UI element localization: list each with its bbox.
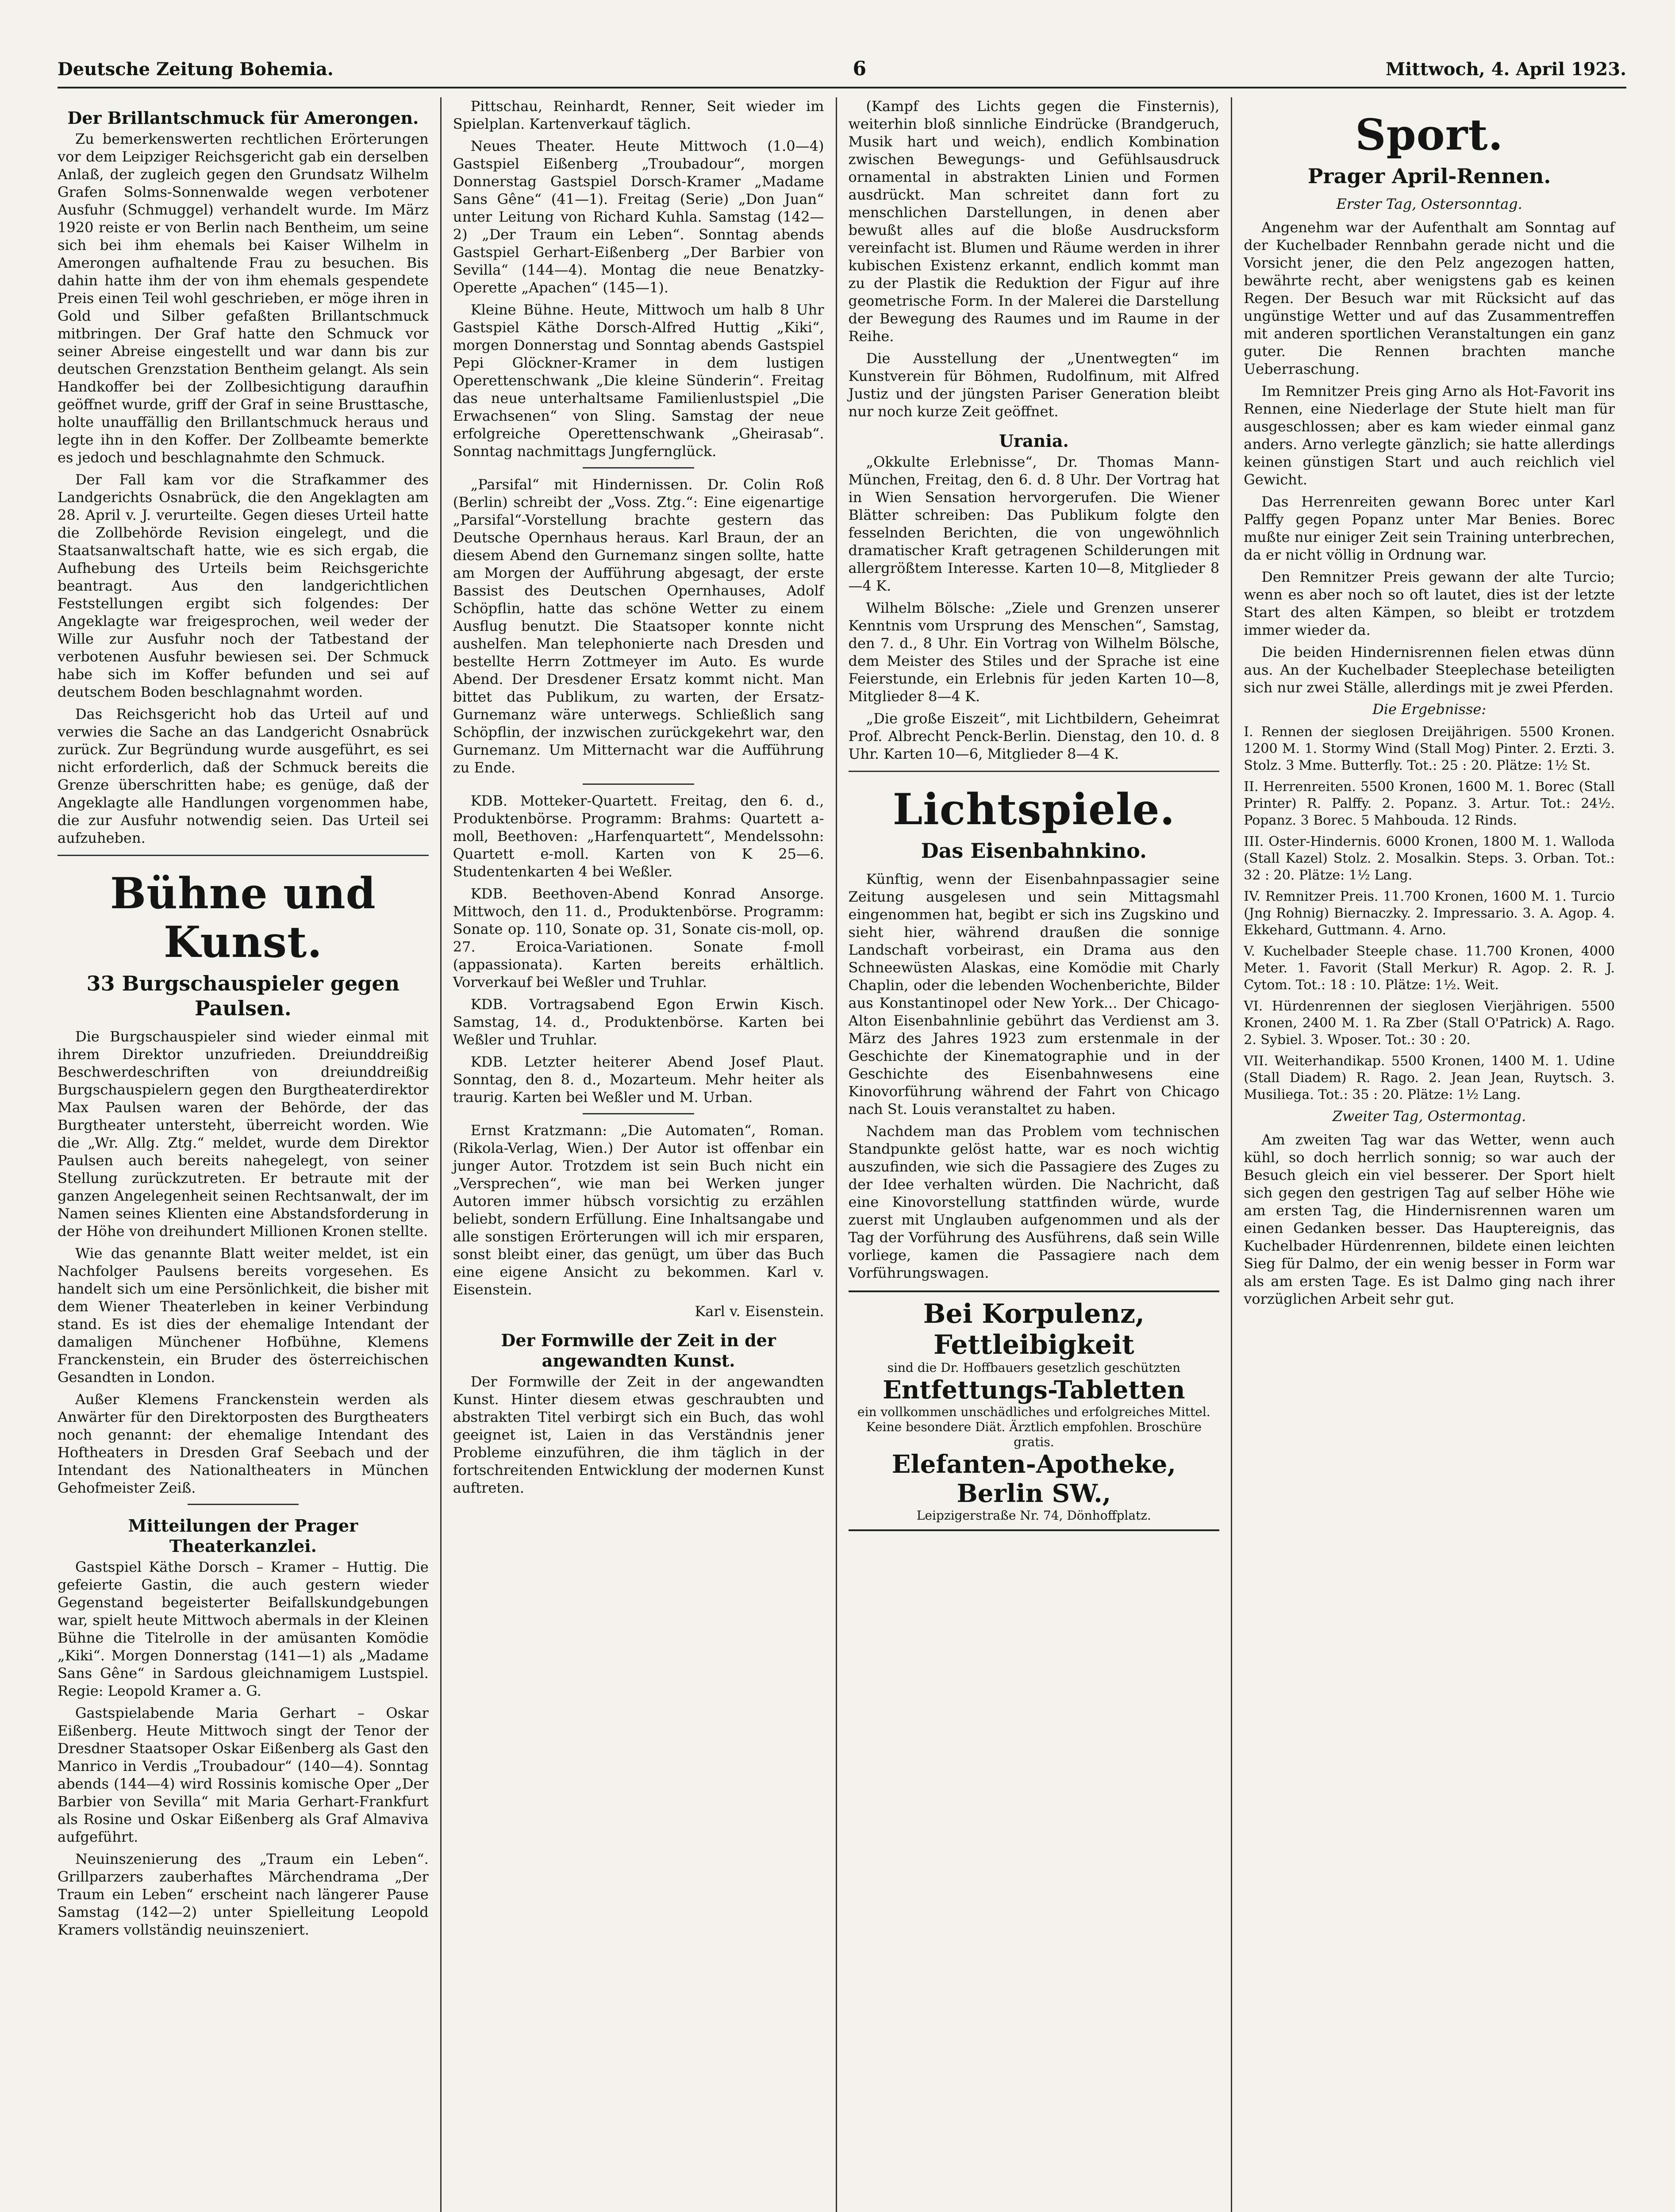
race-result: III. Oster-Hindernis. 6000 Kronen, 1800 M. 1. Walloda (Stall Kazel) Stolz. 2. Mosalkin. Steps. 3. Orban. Tot.: 32 : 20. Plätze: 1½ Lang. [1244, 834, 1615, 883]
ad-text: ein vollkommen unschädliches und erfolgreiches Mittel. Keine besondere Diät. Ärztlich empfohlen. Broschüre gratis. [857, 1405, 1210, 1449]
article-paragraph: Pittschau, Reinhardt, Renner, Seit wieder im Spielplan. Kartenverkauf täglich. [453, 98, 824, 132]
race-result: VI. Hürdenrennen der sieglosen Vierjährigen. 5500 Kronen, 2400 M. 1. Ra Zber (Stall O'Patrick) A. Rago. 2. Sybiel. 3. Wposer. Tot.: 30 : 20. [1244, 998, 1615, 1048]
article-paragraph: Im Remnitzer Preis ging Arno als Hot-Favorit ins Rennen, eine Niederlage der Stute hielt man für ausgeschlossen; aber es kam wieder einmal ganz anders. Arno verlegte gänzlich; sie hatte allerdings keinen günstigen Start und auch reichlich viel Gewicht. [1244, 383, 1615, 488]
page-number: 6 [853, 58, 867, 80]
article-paragraph: Das Herrenreiten gewann Borec unter Karl Palffy gegen Popanz unter Mar Benies. Borec mußte nur einiger Zeit sein Training unterbrechen, da er nicht völlig in Ordnung war. [1244, 493, 1615, 563]
headline-burgschauspieler: 33 Burgschauspieler gegen Paulsen. [86, 972, 400, 1020]
headline-formwille: Der Formwille der Zeit in der angewandten Kunst. [501, 1330, 776, 1371]
lecture-notice: Wilhelm Bölsche: „Ziele und Grenzen unserer Kenntnis vom Ursprung des Menschen“, Samstag, den 7. d., 8 Uhr. Ein Vortrag von Wilhelm Bölsche, dem Meister des Stiles und der Sprache ist eine Feierstunde, ein Erlebnis für jeden Karten 10—8, Mitglieder 8—4 K. [848, 599, 1220, 705]
issue-date: Mittwoch, 4. April 1923. [1385, 59, 1626, 80]
headline-theaterkanzlei: Mitteilungen der Prager Theaterkanzlei. [128, 1516, 358, 1556]
masthead-title: Deutsche Zeitung Bohemia. [58, 59, 334, 80]
article-paragraph: Kleine Bühne. Heute, Mittwoch um halb 8 Uhr Gastspiel Käthe Dorsch-Alfred Huttig „Kiki“, morgen Donnerstag und Sonntag abends Gastspiel Pepi Glöckner-Kramer in dem lustigen Operettenschwank „Die kleine Sünderin“. Freitag das neue unterhaltsame Familienlustspiel „Die Erwachsenen“ von Sling. Samstag der neue erfolgreiche Operettenschwank „Gheirasab“. Sonntag nachmittags Jungfernglück. [453, 301, 824, 460]
concert-notice: KDB. Motteker-Quartett. Freitag, den 6. d., Produktenbörse. Programm: Brahms: Quartett a-moll, Beethoven: „Harfenquartett“, Mendelssohn: Quartett e-moll. Karten von K 25—6. Studentenkarten 4 bei Weßler. [453, 792, 824, 880]
race-result: I. Rennen der sieglosen Dreijährigen. 5500 Kronen. 1200 M. 1. Stormy Wind (Stall Mog) Pinter. 2. Erzti. 3. Stolz. 3 Mme. Butterfly. Tot.: 25 : 20. Plätze: 1½ St. [1244, 724, 1615, 773]
ad-shop-name: Elefanten-Apotheke, Berlin SW., [891, 1450, 1176, 1508]
signature: Karl v. Eisenstein. [695, 1303, 824, 1320]
article-paragraph: Die beiden Hindernisrennen fielen etwas dünn aus. An der Kuchelbader Steeplechase beteiligten sich nur zwei Ställe, allerdings mit je zwei Pferden. [1244, 644, 1615, 696]
race-results [1244, 724, 1615, 1103]
section-title-sport: Sport. [1355, 110, 1504, 160]
divider [849, 771, 1220, 772]
divider [583, 1113, 694, 1114]
divider [583, 783, 694, 785]
article-paragraph: Gastspiel Käthe Dorsch – Kramer – Huttig. Die gefeierte Gastin, die auch gestern wieder Gegenstand begeisterter Beifallskundgebungen war, spielt heute Mittwoch abermals in der Kleinen Bühne die Titelrolle in der amüsanten Komödie „Kiki“. Morgen Donnerstag (141—1) als „Madame Sans Gêne“ in Sardous gleichnamigem Lustspiel. Regie: Leopold Kramer a. G. [58, 1559, 429, 1699]
advertisement [849, 1290, 1220, 1531]
article-paragraph: Die Ausstellung der „Unentwegten“ im Kunstverein für Böhmen, Rudolfinum, mit Alfred Justiz und der jüngsten Pariser Generation bleibt nur noch kurze Zeit geöffnet. [848, 350, 1220, 420]
ad-address: Leipzigerstraße Nr. 74, Dönhoffplatz. [916, 1508, 1151, 1523]
divider [583, 467, 694, 469]
article-title-brillantschmuck: Der Brillantschmuck für Amerongen. [67, 108, 419, 128]
race-result: IV. Remnitzer Preis. 11.700 Kronen, 1600 M. 1. Turcio (Jng Rohnig) Biernaczky. 2. Impressario. 3. A. Agop. 4. Ekkehard, Guttmann. 4. Arno. [1244, 889, 1615, 938]
concert-notice: KDB. Beethoven-Abend Konrad Ansorge. Mittwoch, den 11. d., Produktenbörse. Programm: Sonate op. 110, Sonate op. 31, Sonate cis-moll, op. 27. Eroica-Variationen. Sonate f-moll (appassionata). Karten bereits erhältlich. Vorverkauf bei Weßler und Truhlar. [453, 885, 824, 991]
article-paragraph: Wie das genannte Blatt weiter meldet, ist ein Nachfolger Paulsens bereits vorgesehen. Es handelt sich um eine Persönlichkeit, die bisher mit dem Wiener Theaterleben in keiner Verbindung stand. Es ist dies der ehemalige Intendant der damaligen Münchener Hofbühne, Klemens Franckenstein, ein Bruder des österreichischen Gesandten in London. [58, 1245, 429, 1386]
column-3 [837, 97, 1233, 2212]
headline-urania: Urania. [999, 431, 1069, 451]
running-head [58, 58, 1626, 88]
article-paragraph: Die Burgschauspieler sind wieder einmal mit ihrem Direktor unzufrieden. Dreiunddreißig Beschwerdeschriften von dreiunddreißig Burgschauspielern gegen den Burgtheaterdirektor Max Paulsen waren der Behörde, der das Burgtheater untersteht, überreicht worden. Wie die „Wr. Allg. Ztg.“ meldet, wurde dem Direktor Paulsen auch bereits nahegelegt, von seiner Stellung zurückzutreten. Er betraute mit der ganzen Angelegenheit seinen Rechtsanwalt, der im Namen seines Klienten eine Abstandsforderung in der Höhe von dreihundert Millionen Kronen stellte. [58, 1028, 429, 1240]
columns [58, 97, 1626, 2212]
review-paragraph: Ernst Kratzmann: „Die Automaten“, Roman. (Rikola-Verlag, Wien.) Der Autor ist offenbar ein junger Autor. Trotzdem ist sein Buch nicht ein „Versprechen“, wie man bei Werken junger Autoren immer hübsch vorsichtig zu erzählen beliebt, sondern Erfüllung. Eine Inhaltsangabe und alle sonstigen Erörterungen will ich mir ersparen, sonst bleibt einer, das genügt, um über das Buch eine eigene Ansicht zu bekommen. Karl v. Eisenstein. [453, 1122, 824, 1298]
concert-notice: KDB. Vortragsabend Egon Erwin Kisch. Samstag, 14. d., Produktenbörse. Karten bei Weßler und Truhlar. [453, 996, 824, 1048]
results-heading: Die Ergebnisse: [1372, 701, 1487, 718]
lecture-notice: „Die große Eiszeit“, mit Lichtbildern, Geheimrat Prof. Albrecht Penck-Berlin. Dienstag, den 10. d. 8 Uhr. Karten 10—6, Mitglieder 8—4 K. [848, 710, 1220, 762]
concert-notice: KDB. Letzter heiterer Abend Josef Plaut. Sonntag, den 8. d., Mozarteum. Mehr heiter als traurig. Karten bei Weßler und M. Urban. [453, 1053, 824, 1106]
ad-headline: Bei Korpulenz, Fettleibigkeit [923, 1298, 1145, 1360]
column-4 [1232, 97, 1626, 2212]
section-title-lichtspiele: Lichtspiele. [892, 784, 1175, 834]
article-paragraph: Angenehm war der Aufenthalt am Sonntag auf der Kuchelbader Rennbahn gerade nicht und die Vorsicht jener, die den Pelz angezogen hatten, bewährte recht, aber wenigstens gab es keinen Regen. Der Besuch war mit Rücksicht auf das ungünstige Wetter und auf das Zusammentreffen mit anderen sportlichen Veranstaltungen ein ganz guter. Die Rennen brachten manche Ueberraschung. [1244, 219, 1615, 377]
article-paragraph: Nachdem man das Problem vom technischen Standpunkte gelöst hatte, war es noch wichtig auszufinden, wie sich die Passagiere des Zuges zu der Idee verhalten würden. Die Nachricht, daß eine Kinovorstellung stattfinden würde, wurde zuerst mit Unglauben aufgenommen und als der Tag der Vorführung des Ausführens, daß sein Wille vorliege, kamen die Passagiere nach dem Vorführungswagen. [848, 1123, 1220, 1281]
day-heading: Zweiter Tag, Ostermontag. [1332, 1108, 1526, 1125]
day-heading: Erster Tag, Ostersonntag. [1336, 196, 1522, 212]
article-paragraph: Neuinszenierung des „Traum ein Leben“. Grillparzers zauberhaftes Märchendrama „Der Traum ein Leben“ erscheint nach längerer Pause Samstag (142—2) unter Spielleitung Leopold Kramers vollständig neuinszeniert. [58, 1851, 429, 1938]
race-result: V. Kuchelbader Steeple chase. 11.700 Kronen, 4000 Meter. 1. Favorit (Stall Merkur) R. Agop. 2. R. J. Cytom. Tot.: 18 : 10. Plätze: 1½. Weit. [1244, 944, 1615, 993]
divider [188, 1504, 299, 1505]
article-paragraph: Künftig, wenn der Eisenbahnpassagier seine Zeitung ausgelesen und sein Mittagsmahl eingenommen hat, begibt er sich ins Zugskino und sieht hier, während draußen die sonnige Landschaft vorbeirast, ein Drama aus den Schneewüsten Alaskas, eine Komödie mit Charly Chaplin, oder die lebenden Wochenberichte, Bilder aus Konstantinopel oder New York... Der Chicago-Alton Eisenbahnlinie gebührt das Verdienst am 3. März des Jahres 1923 zum erstenmale in der Geschichte der Kinematographie und in der Geschichte des Eisenbahnwesens eine Kinovorführung während der Fahrt von Chicago nach St. Louis veranstaltet zu haben. [848, 871, 1220, 1118]
column-2 [442, 97, 837, 2212]
article-paragraph: „Parsifal“ mit Hindernissen. Dr. Colin Roß (Berlin) schreibt der „Voss. Ztg.“: Eine eigenartige „Parsifal“-Vorstellung brachte gestern das Deutsche Opernhaus heraus. Karl Braun, der an diesem Abend den Gurnemanz singen sollte, hatte am Morgen der Aufführung abgesagt, der erste Bassist des Deutschen Opernhauses, Adolf Schöpflin, hatte das schöne Wetter zu einem Ausflug benutzt. Die Staatsoper konnte nicht aushelfen. Man telephonierte nach Dresden und bestellte Herrn Zottmeyer im Auto. Es wurde Abend. Der Dresdener Ersatz kommt nicht. Man bittet das Publikum, zu warten, der Ersatz-Gurnemanz wäre unterwegs. Schließlich sang Schöpflin, der inzwischen zurückgekehrt war, den Gurnemanz. Um Mitternacht war die Aufführung zu Ende. [453, 476, 824, 776]
lecture-notice: „Okkulte Erlebnisse“, Dr. Thomas Mann-München, Freitag, den 6. d. 8 Uhr. Der Vortrag hat in Wien Sensation hervorgerufen. Die Wiener Blätter schreiben: Das Publikum folgte den fesselnden Berichten, die von ungewöhnlich dramatischer Kraft getragenen Schilderungen mit allergrößtem Interesse. Karten 10—8, Mitglieder 8—4 K. [848, 453, 1220, 594]
column-1 [58, 97, 442, 2212]
article-paragraph: (Kampf des Lichts gegen die Finsternis), weiterhin bloß sinnliche Eindrücke (Brandgeruch, Musik hart und weich), endlich Kombination zwischen Bewegungs- und Gefühlsausdruck ornamental in abstrakten Linien und Formen ausdrückt. Man schreitet dann fort zu menschlichen Darstellungen, in denen aber bewußt alles auf die bloße Ausdrucksform vereinfacht ist. Blumen und Räume werden in ihrer kubischen Existenz erkannt, endlich kommt man zu der Plastik die Reduktion der Figur auf ihre geometrische Form. In der Malerei die Darstellung der Bewegung des Raumes und im Raume in der Reihe. [848, 98, 1220, 345]
section-title-buehne: Bühne und Kunst. [110, 868, 376, 967]
ad-text: sind die Dr. Hoffbauers gesetzlich geschützten [887, 1360, 1181, 1375]
article-paragraph: Gastspielabende Maria Gerhart – Oskar Eißenberg. Heute Mittwoch singt der Tenor der Dresdner Staatsoper Oskar Eißenberg als Gast den Manrico in Verdis „Troubadour“ (140—4). Sonntag abends (144—4) wird Rossinis komische Oper „Der Barbier von Sevilla“ mit Maria Gerhart-Frankfurt als Rosine und Oskar Eißenberg als Graf Almaviva aufgeführt. [58, 1705, 429, 1845]
article-paragraph: Das Reichsgericht hob das Urteil auf und verwies die Sache an das Landgericht Osnabrück zurück. Zur Begründung wurde ausgeführt, es sei nicht erforderlich, daß der Schmuck bereits die Grenze überschritten habe; es genüge, daß der Angeklagte alle Handlungen vorgenommen habe, die zur Ausfuhr notwendig seien. Das Urteil sei aufzuheben. [58, 706, 429, 846]
race-result: II. Herrenreiten. 5500 Kronen, 1600 M. 1. Borec (Stall Printer) R. Palffy. 2. Popanz. 3. Artur. Tot.: 24½. Popanz. 3 Borec. 5 Mahbouda. 12 Rinds. [1244, 779, 1615, 828]
review-paragraph: Der Formwille der Zeit in der angewandten Kunst. Hinter diesem etwas geschraubten und abstrakten Titel verbirgt sich ein Buch, das wohl geeignet ist, Laien in das Verständnis jener Probleme einzuführen, die ihm täglich in der fortschreitenden Entwicklung der modernen Kunst auftreten. [453, 1373, 824, 1496]
article-paragraph: Außer Klemens Franckenstein werden als Anwärter für den Direktorposten des Burgtheaters noch genannt: der ehemalige Intendant des Hoftheaters in Dresden Graf Seebach und der Intendant des Nationaltheaters in München Gehofmeister Zeiß. [58, 1391, 429, 1496]
headline-april-rennen: Prager April-Rennen. [1307, 164, 1551, 188]
divider [58, 855, 429, 856]
article-paragraph: Den Remnitzer Preis gewann der alte Turcio; wenn es aber noch so oft lautet, dies ist der letzte Start des alten Kämpen, so bleibt er trotzdem immer wieder da. [1244, 568, 1615, 638]
article-paragraph: Neues Theater. Heute Mittwoch (1.0—4) Gastspiel Eißenberg „Troubadour“, morgen Donnerstag Gastspiel Dorsch-Kramer „Madame Sans Gêne“ (41—1). Freitag (Serie) „Don Juan“ unter Leitung von Richard Kuhla. Samstag (142—2) „Der Traum ein Leben“. Sonntag abends Gastspiel Gerhart-Eißenberg „Der Barbier von Sevilla“ (144—4). Montag die neue Benatzky-Operette „Apachen“ (145—1). [453, 138, 824, 296]
headline-eisenbahnkino: Das Eisenbahnkino. [921, 839, 1147, 863]
ad-product: Entfettungs-Tabletten [883, 1375, 1185, 1405]
article-paragraph: Zu bemerkenswerten rechtlichen Erörterungen vor dem Leipziger Reichsgericht gab ein derselben Anlaß, der zugleich gegen den Grundsatz Wilhelm Grafen Solms-Sonnenwalde wegen verbotener Ausfuhr (Schmuggel) verhandelt wurde. Im März 1920 reiste er von Berlin nach Bentheim, um seine sich bei ihm ehemals bei Kaiser Wilhelm in Amerongen aufhaltende Frau zu besuchen. Bis dahin hatte ihm der von ihm ehemals gespendete Preis einen Teil wohl geschrieben, er möge ihren in Gold und Silber gefaßten Brillantschmuck mitbringen. Der Graf hatte den Schmuck vor seiner Abreise eingestellt und war dann bis zur deutschen Grenzstation Bentheim gelangt. Als sein Handkoffer bei der Zollbesichtigung daraufhin geöffnet wurde, griff der Graf in seine Brusttasche, holte unauffällig den Brillantschmuck heraus und legte ihn in den Koffer. Der Zollbeamte bemerkte es jedoch und beschlagnahmte den Schmuck. [58, 131, 429, 466]
article-paragraph: Der Fall kam vor die Strafkammer des Landgerichts Osnabrück, die den Angeklagten am 28. April v. J. verurteilte. Gegen dieses Urteil hatte die Zollbehörde Revision eingelegt, und die Staatsanwaltschaft hatte, wie es sich ergab, die Aufhebung des Urteils beim Reichsgerichte beantragt. Aus den landgerichtlichen Feststellungen ergibt sich folgendes: Der Angeklagte war freigesprochen, weil weder der Wille zur Ausfuhr noch der Tatbestand der verbotenen Ausfuhr bewiesen sei. Der Schmuck habe sich im Koffer befunden und sei auf deutschem Boden beschlagnahmt worden. [58, 471, 429, 700]
article-paragraph: Am zweiten Tag war das Wetter, wenn auch kühl, so doch herrlich sonnig; so war auch der Besuch gleich ein viel besserer. Der Sport hielt sich gegen den gestrigen Tag auf selber Höhe wie am ersten Tag, die Hindernisrennen waren um einen Gedanken besser. Das Hauptereignis, das Kuchelbader Hürdenrennen, bildete einen leichten Sieg für Dalmo, der ein wenig besser in Form war als am ersten Tage. Es ist Dalmo ging nach ihrer vorzüglichen Arbeit sehr gut. [1244, 1131, 1615, 1307]
race-result: VII. Weiterhandikap. 5500 Kronen, 1400 M. 1. Udine (Stall Diadem) R. Rago. 2. Jean Jean, Ruytsch. 3. Musiliega. Tot.: 35 : 20. Plätze: 1½ Lang. [1244, 1053, 1615, 1102]
